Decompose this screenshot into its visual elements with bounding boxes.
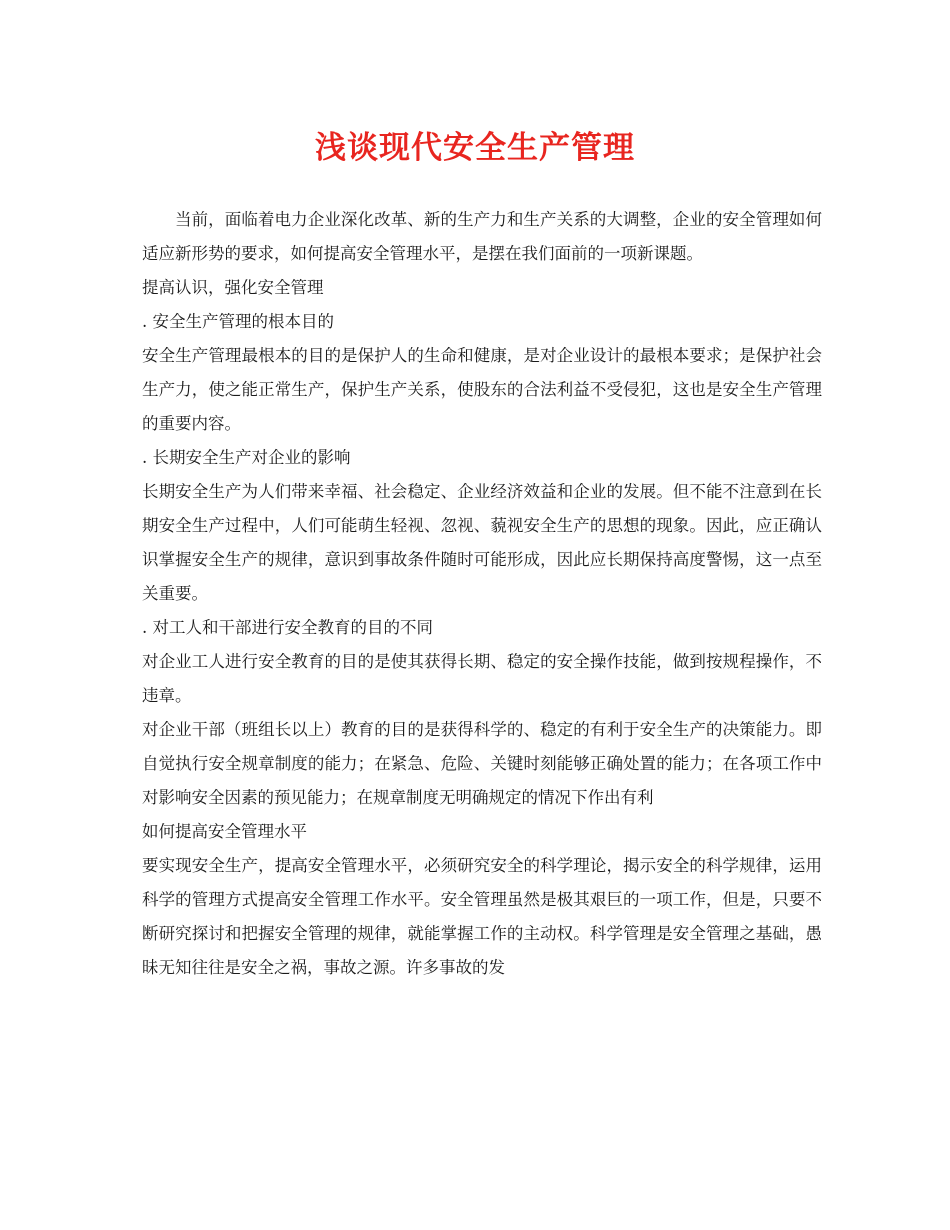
paragraph-cadre-education: 对企业干部（班组长以上）教育的目的是获得科学的、稳定的有利于安全生产的决策能力。即自觉执行安全规章制度的能力；在紧急、危险、关键时刻能够正确处置的能力；在各项工作中对影响安全因素的预见能力；在规章制度无明确规定的情况下作出有利 [142,720,822,807]
section-heading-awareness: 提高认识，强化安全管理 [142,278,324,297]
document-body [142,203,822,985]
paragraph-long-term-impact: 长期安全生产为人们带来幸福、社会稳定、企业经济效益和企业的发展。但不能不注意到在长期安全生产过程中，人们可能萌生轻视、忽视、藐视安全生产的思想的现象。因此，应正确认识掌握安全生产的规律，意识到事故条件随时可能形成，因此应长期保持高度警惕，这一点至关重要。 [142,482,822,603]
paragraph-worker-education: 对企业工人进行安全教育的目的是使其获得长期、稳定的安全操作技能，做到按规程操作，不违章。 [142,652,822,705]
document-title: 浅谈现代安全生产管理 [315,130,635,166]
subheading-education-purpose: . 对工人和干部进行安全教育的目的不同 [142,618,433,637]
paragraph-improve-management: 要实现安全生产，提高安全管理水平，必须研究安全的科学理论，揭示安全的科学规律，运用科学的管理方式提高安全管理工作水平。安全管理虽然是极其艰巨的一项工作，但是，只要不断研究探讨和把握安全管理的规律，就能掌握工作的主动权。科学管理是安全管理之基础，愚昧无知往往是安全之祸，事故之源。许多事故的发 [142,856,822,977]
section-heading-improve-management: 如何提高安全管理水平 [142,822,307,841]
paragraph-intro: 当前，面临着电力企业深化改革、新的生产力和生产关系的大调整，企业的安全管理如何适应新形势的要求，如何提高安全管理水平，是摆在我们面前的一项新课题。 [142,210,822,263]
subheading-fundamental-purpose: . 安全生产管理的根本目的 [142,312,334,331]
subheading-long-term-impact: . 长期安全生产对企业的影响 [142,448,351,467]
paragraph-fundamental-purpose: 安全生产管理最根本的目的是保护人的生命和健康，是对企业设计的最根本要求；是保护社会生产力，使之能正常生产，保护生产关系，使股东的合法利益不受侵犯，这也是安全生产管理的重要内容。 [142,346,822,433]
